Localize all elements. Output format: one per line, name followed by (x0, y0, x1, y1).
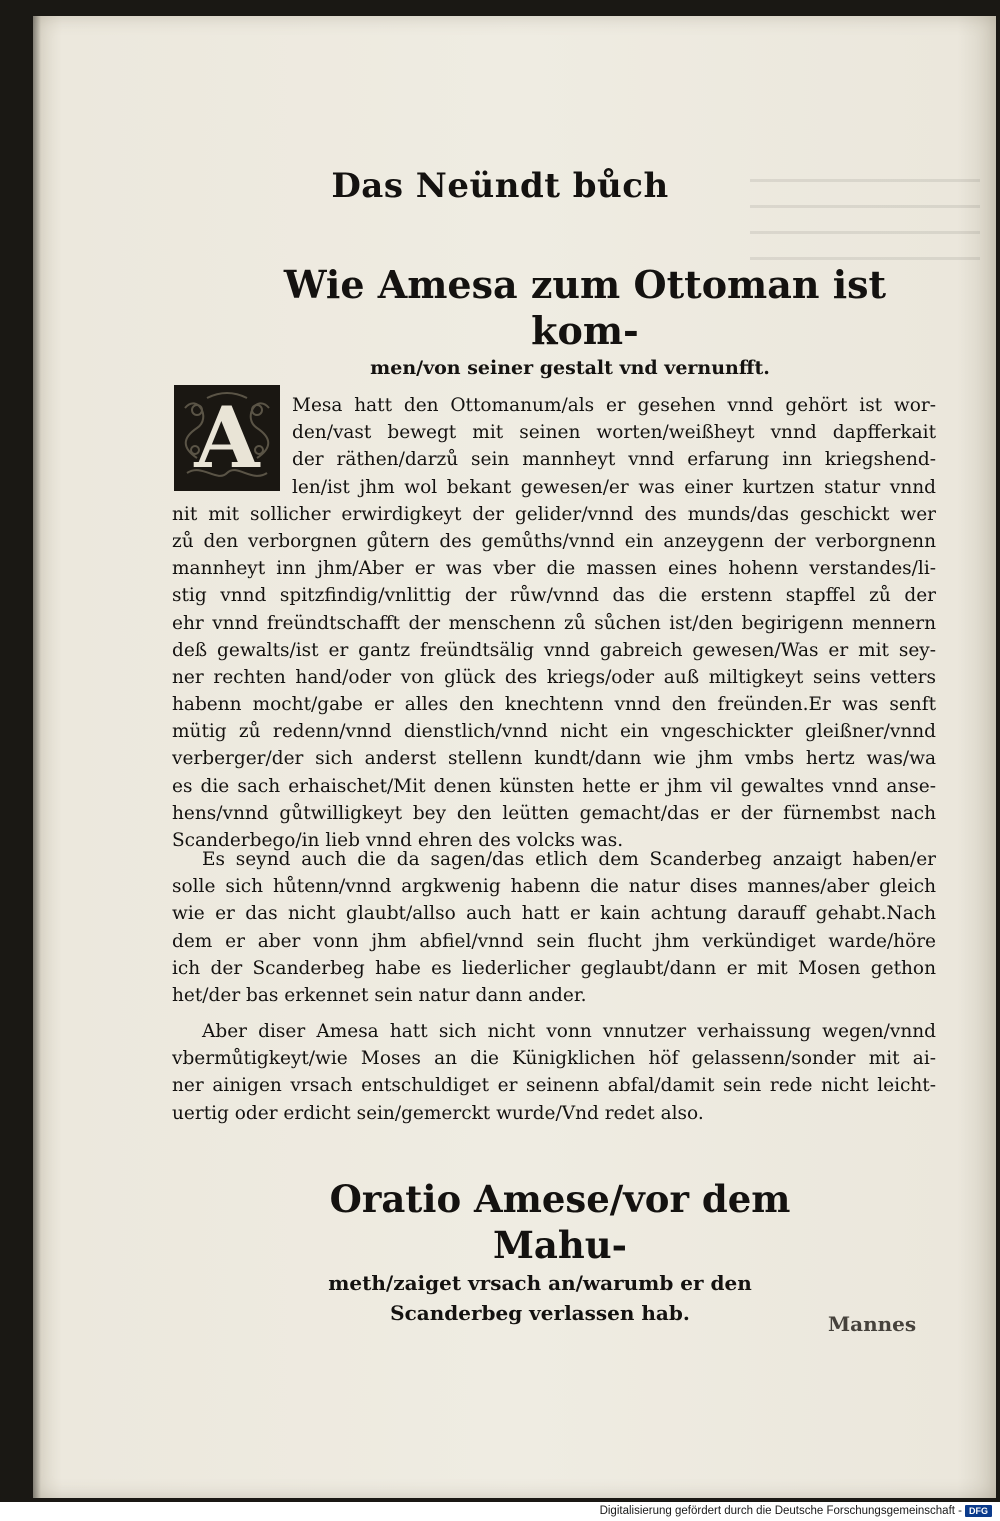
chapter-title (175, 262, 935, 382)
text-line: der räthen/darzů sein mannheyt vnnd erfarung inn kriegshend- (292, 449, 936, 471)
text-line: het/der bas erkennet sein natur dann ander. (172, 984, 587, 1006)
oratio-heading-line-2: meth/zaiget vrsach an/warumb er den (328, 1271, 752, 1295)
text-line: zů den verborgnen gůtern des gemůths/vnnd ein anzeygenn der verborgnenn (172, 530, 936, 552)
text-line: mannheyt inn jhm/Aber er was vber die massen eines hohenn verstandes/li- (172, 558, 936, 580)
text-line: ner ainigen vrsach entschuldiget er seinenn abfal/damit sein rede nicht leicht- (172, 1075, 936, 1097)
text-line: nit mit sollicher erwirdigkeyt der gelider/vnnd des munds/das geschickt wer (172, 503, 936, 525)
text-line: mütig zů redenn/vnnd dienstlich/vnnd nicht ein vngeschickter gleißner/vnnd (172, 721, 936, 743)
text-line: uertig oder erdicht sein/gemerckt wurde/Vnd redet also. (172, 1102, 704, 1124)
oratio-heading (220, 1176, 860, 1328)
text-line: len/ist jhm wol bekant gewesen/er was einer kurtzen statur vnnd (292, 476, 936, 498)
text-line: den/vast bewegt mit seinen worten/weißheyt vnnd dapfferkait (292, 422, 936, 444)
text-line: dem er aber vonn jhm abfiel/vnnd sein flucht jhm verkündiget warde/höre (172, 930, 936, 952)
text-line: Aber diser Amesa hatt sich nicht vonn vnnutzer verhaissung wegen/vnnd (202, 1021, 936, 1042)
text-line: stig vnnd spitzfindig/vnlittig der růw/vnnd das die erstenn stapffel zů der (172, 585, 936, 607)
oratio-heading-line-1: Oratio Amese/vor dem Mahu- (329, 1177, 791, 1267)
text-line: wie er das nicht glaubt/allso auch hatt er kain achtung darauff gehabt.Nach (172, 903, 936, 925)
text-line: Es seynd auch die da sagen/das etlich dem Scanderbeg anzaigt haben/er (202, 849, 936, 870)
text-line: solle sich hůtenn/vnnd argkwenig habenn die natur dises mannes/aber gleich (172, 876, 936, 898)
paragraph-1 (172, 392, 936, 854)
oratio-heading-line-3: Scanderbeg verlassen hab. (390, 1301, 690, 1325)
text-line: Mesa hatt den Ottomanum/als er gesehen vnnd gehört ist wor- (292, 395, 936, 416)
text-line: vbermůtigkeyt/wie Moses an die Künigklichen höf gelassenn/sonder mit ai- (172, 1048, 936, 1070)
chapter-title-line-2: men/von seiner gestalt vnd vernunfft. (370, 357, 770, 379)
paragraph-3 (172, 1018, 936, 1127)
text-line: ner rechten hand/oder von glück des kriegs/oder auß miltigkeyt seins vetters (172, 666, 936, 688)
dfg-logo[interactable]: DFG (965, 1505, 992, 1517)
page-gutter-shadow (33, 16, 41, 1498)
text-line: ich der Scanderbeg habe es liederlicher geglaubt/dann er mit Mosen gethon (172, 957, 936, 979)
running-head: Das Neündt bůch (331, 166, 669, 206)
catchword: Mannes (828, 1312, 917, 1336)
text-line: Scanderbego/in lieb vnnd ehren des volcks was. (172, 830, 624, 851)
text-line: habenn mocht/gabe er alles den knechtenn vnnd den freünden.Er was senft (172, 694, 936, 716)
initial-letter: A (194, 388, 260, 487)
text-line: deß gewalts/ist er gantz freündtsälig vnnd gabreich gewesen/Was er mit sey- (172, 639, 936, 661)
text-line: hens/vnnd gůtwilligkeyt bey den leütten gemacht/das er der fürnembst nach (172, 802, 936, 824)
chapter-title-line-1: Wie Amesa zum Ottoman ist kom- (283, 262, 887, 353)
text-line: ehr vnnd freündtschafft der menschenn zů sůchen ist/den begirigenn mennern (172, 612, 936, 634)
text-line: es die sach erhaischet/Mit denen künsten hette er jhm vil gewaltes vnnd anse- (172, 775, 936, 797)
paragraph-2 (172, 846, 936, 1009)
funding-credit: Digitalisierung gefördert durch die Deutsche Forschungsgemeinschaft - (599, 1505, 962, 1517)
text-line: verberger/der sich anderst stellenn kundt/dann wie jhm vmbs hertz was/wa (172, 748, 936, 770)
